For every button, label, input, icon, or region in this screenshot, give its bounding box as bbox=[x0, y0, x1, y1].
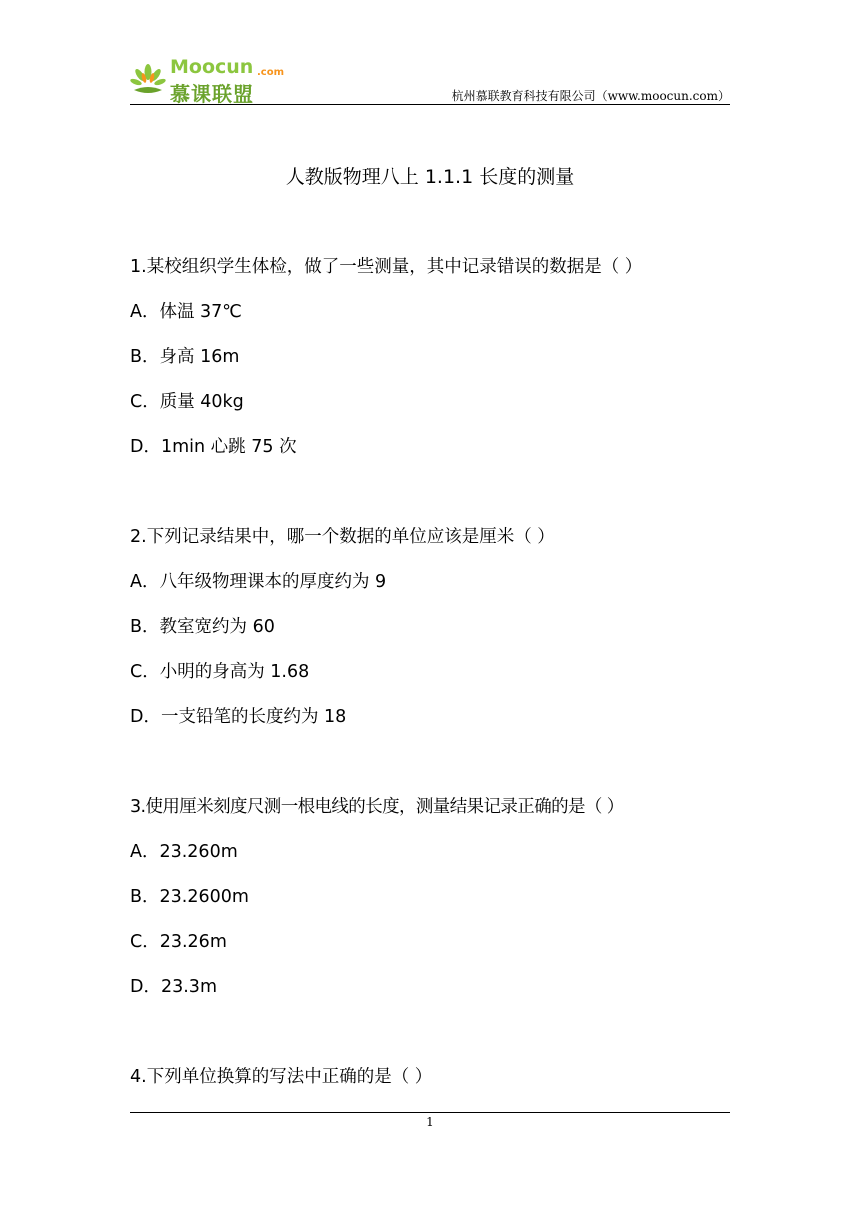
page-number: 1 bbox=[426, 1115, 434, 1129]
header-divider bbox=[130, 104, 730, 105]
option-c: C．质量 40kg bbox=[130, 392, 244, 412]
question-stem: 3.使用厘米刻度尺测一根电线的长度，测量结果记录正确的是（ ） bbox=[130, 797, 624, 817]
logo-domain-suffix: .com bbox=[257, 67, 285, 78]
question-4 bbox=[130, 1065, 740, 1089]
option-d: D．一支铅笔的长度约为 18 bbox=[130, 707, 347, 727]
question-3 bbox=[130, 795, 740, 999]
option-c: C．小明的身高为 1.68 bbox=[130, 662, 310, 682]
footer-divider bbox=[130, 1112, 730, 1113]
option-c: C．23.26m bbox=[130, 932, 227, 952]
logo-english-text: Moocun bbox=[170, 56, 254, 78]
option-d: D．23.3m bbox=[130, 977, 217, 997]
option-b: B．23.2600m bbox=[130, 887, 249, 907]
option-a: A．八年级物理课本的厚度约为 9 bbox=[130, 572, 387, 592]
header-company-name: 杭州慕联教育科技有限公司（www.moocun.com） bbox=[451, 89, 730, 103]
question-1 bbox=[130, 255, 740, 459]
option-d: D．1min 心跳 75 次 bbox=[130, 437, 297, 457]
document-title: 人教版物理八上 1.1.1 长度的测量 bbox=[285, 166, 575, 188]
option-a: A．体温 37℃ bbox=[130, 302, 242, 322]
flower-logo-icon bbox=[130, 62, 166, 98]
option-b: B．教室宽约为 60 bbox=[130, 617, 275, 637]
question-stem: 1.某校组织学生体检，做了一些测量，其中记录错误的数据是（ ） bbox=[130, 257, 643, 277]
question-stem: 2.下列记录结果中，哪一个数据的单位应该是厘米（ ） bbox=[130, 527, 555, 547]
logo-chinese-text: 慕课联盟 bbox=[170, 82, 254, 106]
option-b: B．身高 16m bbox=[130, 347, 240, 367]
option-a: A．23.260m bbox=[130, 842, 238, 862]
moocun-logo bbox=[130, 56, 290, 106]
question-stem: 4.下列单位换算的写法中正确的是（ ） bbox=[130, 1067, 433, 1087]
page-header bbox=[130, 58, 730, 104]
question-2 bbox=[130, 525, 740, 729]
